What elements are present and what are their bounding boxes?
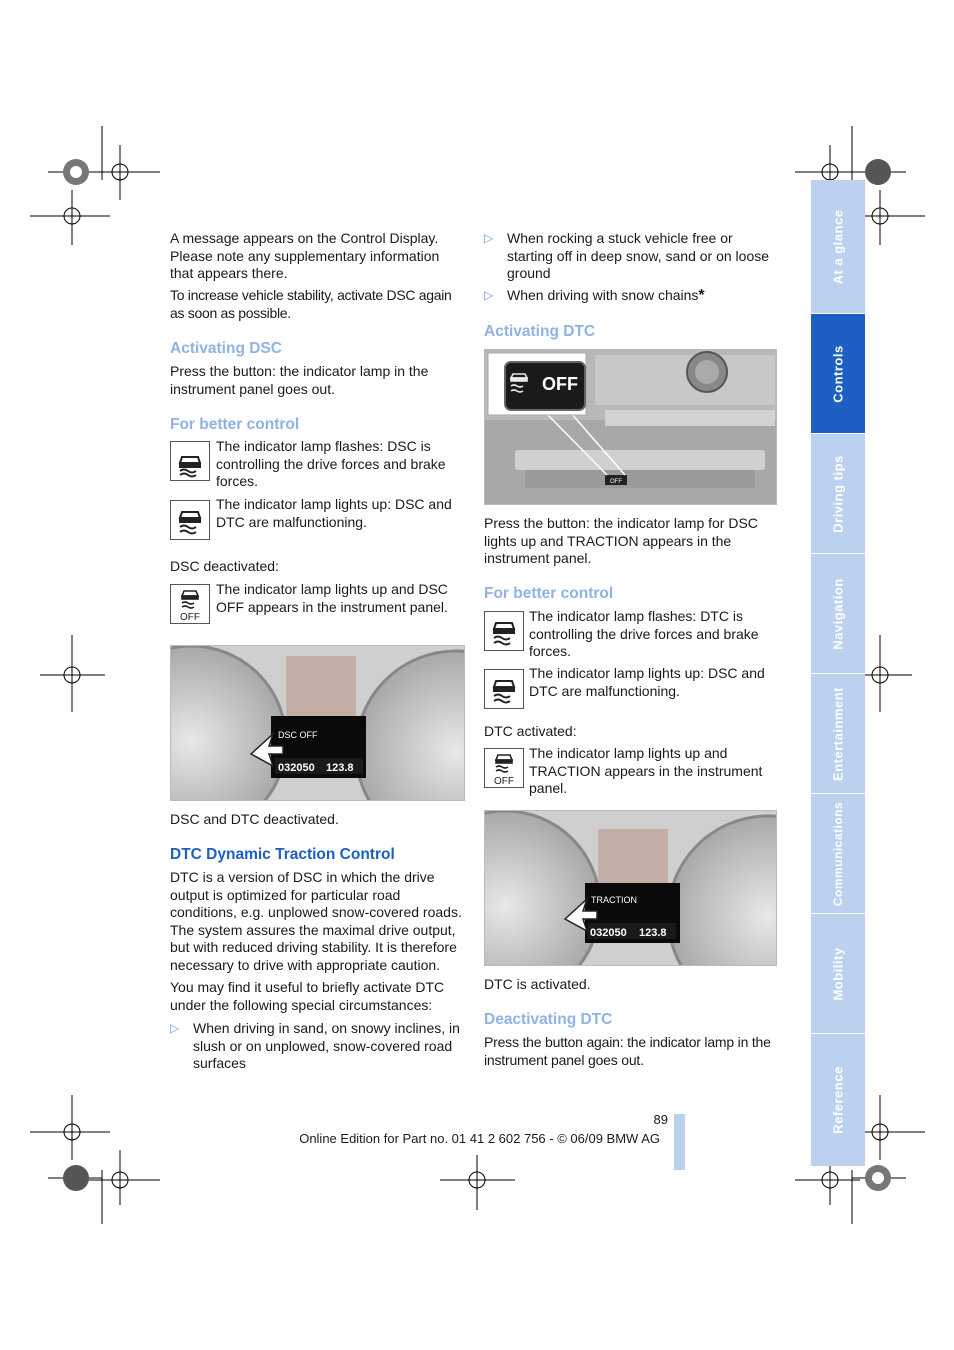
bullet-text: When driving with snow chains	[507, 287, 699, 303]
off-button-label: OFF	[542, 374, 578, 394]
left-cluster-caption: DSC and DTC deactivated.	[170, 811, 339, 827]
instrument-cluster-photo	[170, 645, 465, 801]
tab-label: At a glance	[830, 209, 846, 284]
cluster-trip: 123.8	[326, 762, 354, 774]
cluster-odometer: 032050	[590, 927, 627, 939]
left-lamp3-text: The indicator lamp lights up and DSC OFF appears in the instrument panel.	[216, 581, 448, 615]
left-lamp2-text: The indicator lamp lights up: DSC and DTC are malfunctioning.	[216, 496, 452, 530]
tab-label: Reference	[830, 1066, 846, 1134]
tab-label: Entertainment	[830, 686, 846, 781]
cluster-trip: 123.8	[639, 927, 667, 939]
tab-label: Mobility	[830, 946, 846, 1001]
deactivating-dtc-text: Press the button again: the indicator lamp in the instrument panel goes out.	[484, 1034, 771, 1068]
tab-at-a-glance[interactable]	[811, 180, 865, 313]
dtc-heading: DTC Dynamic Traction Control	[170, 846, 395, 863]
tab-reference[interactable]	[811, 1034, 865, 1166]
intro-paragraph-1: A message appears on the Control Display. Please note any supplementary information that appears there.	[170, 230, 440, 281]
page-number: 89	[653, 1112, 668, 1127]
cluster-odometer: 032050	[278, 762, 315, 774]
dsc-off-lamp-icon	[484, 748, 524, 788]
activating-dtc-text: Press the button: the indicator lamp for DSC lights up and TRACTION appears in the instrument panel.	[484, 515, 758, 566]
dsc-lamp-icon	[484, 611, 524, 651]
optional-equipment-mark: *	[698, 287, 705, 304]
intro-paragraph-2: To increase vehicle stability, activate DSC again as soon as possible.	[170, 287, 452, 321]
bullet-text: When driving in sand, on snowy inclines, in slush or on unplowed, snow-covered road surfaces	[193, 1020, 460, 1071]
dtc-button-photo	[484, 349, 777, 505]
left-lamp1-text: The indicator lamp flashes: DSC is controlling the drive forces and brake forces.	[216, 438, 446, 489]
right-lamp3-text: The indicator lamp lights up and TRACTION appears in the instrument panel.	[529, 745, 763, 796]
tab-label: Controls	[830, 344, 846, 403]
dsc-lamp-icon	[170, 500, 210, 540]
bullet-arrow-icon: ▷	[484, 231, 494, 245]
better-control-heading-left: For better control	[170, 416, 300, 433]
tab-label: Navigation	[830, 577, 846, 650]
bullet-item	[484, 230, 776, 283]
dtc-paragraph-1: DTC is a version of DSC in which the drive output is optimized for particular road conditions, e.g. unplowed snow-covered roads. The system assures the maximal drive output, but with reduced driving stability. It is therefore necessary to drive with appropriate caution.	[170, 869, 462, 973]
lamp-off-text: OFF	[180, 612, 200, 623]
bullet-item	[484, 287, 776, 305]
edition-footer: Online Edition for Part no. 01 41 2 602 756 - © 06/09 BMW AG	[299, 1131, 660, 1146]
dsc-off-lamp-icon	[170, 584, 210, 624]
lamp-off-text: OFF	[494, 776, 514, 787]
dtc-paragraph-2: You may find it useful to briefly activate DTC under the following special circumstances:	[170, 979, 445, 1013]
cluster-display-text: TRACTION	[591, 895, 637, 905]
instrument-cluster-photo	[484, 810, 777, 966]
dsc-lamp-icon	[484, 669, 524, 709]
right-cluster-caption: DTC is activated.	[484, 976, 591, 992]
page-marker-bar	[674, 1114, 685, 1170]
tab-label: Driving tips	[830, 454, 846, 533]
small-button-label: OFF	[610, 479, 622, 485]
activating-dsc-text: Press the button: the indicator lamp in the instrument panel goes out.	[170, 363, 429, 397]
bullet-arrow-icon: ▷	[484, 288, 494, 302]
tab-label: Communications	[831, 801, 845, 906]
better-control-heading-right: For better control	[484, 585, 614, 602]
dtc-activated-label: DTC activated:	[484, 723, 577, 739]
dsc-deactivated-label: DSC deactivated:	[170, 558, 279, 574]
right-lamp1-text: The indicator lamp flashes: DTC is controlling the drive forces and brake forces.	[529, 608, 759, 659]
bullet-text: When rocking a stuck vehicle free or starting off in deep snow, sand or on loose ground	[507, 230, 770, 281]
deactivating-dtc-heading: Deactivating DTC	[484, 1011, 613, 1028]
activating-dsc-heading: Activating DSC	[170, 340, 282, 357]
tab-entertainment[interactable]	[811, 674, 865, 793]
tab-communications[interactable]	[811, 794, 865, 913]
bullet-item	[170, 1020, 462, 1073]
bullet-arrow-icon: ▷	[170, 1021, 180, 1035]
cluster-display-text: DSC OFF	[278, 730, 318, 740]
tab-driving-tips[interactable]	[811, 434, 865, 553]
tab-navigation[interactable]	[811, 554, 865, 673]
tab-controls[interactable]	[811, 314, 865, 433]
activating-dtc-heading: Activating DTC	[484, 323, 596, 340]
tab-mobility[interactable]	[811, 914, 865, 1033]
dsc-lamp-icon	[170, 441, 210, 481]
right-lamp2-text: The indicator lamp lights up: DSC and DTC are malfunctioning.	[529, 665, 765, 699]
